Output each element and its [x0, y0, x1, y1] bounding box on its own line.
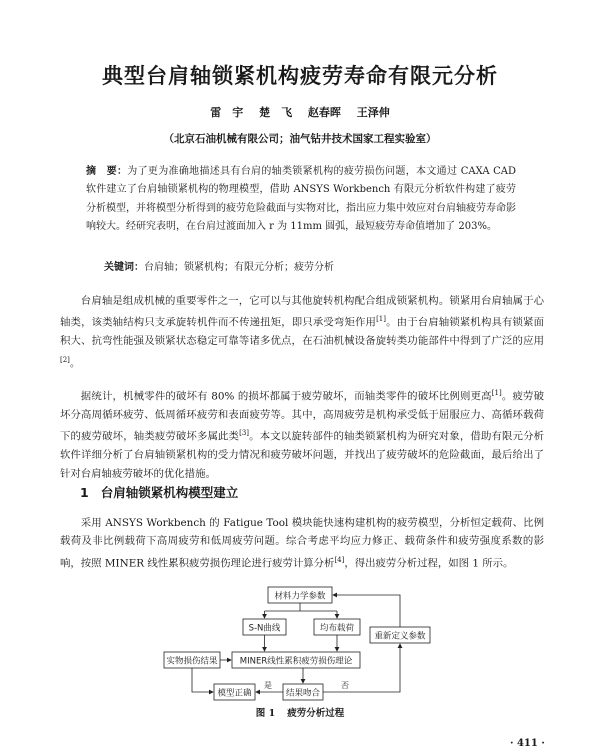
author-4: 王泽伸 — [356, 106, 390, 119]
box-material — [268, 587, 332, 603]
box-result-match — [283, 684, 323, 700]
abstract-text: 为了更为准确地描述具有台肩的轴类锁紧机构的疲劳损伤问题，本文通过 CAXA CAD 软件建立了台肩轴锁紧机构的物理模型，借助 ANSYS Workbench 有限元分析软件构建了疲劳分析模型，并将模型分析得到的疲劳危险截面与实物对比，指出应力集中效应对台肩轴疲劳寿命影响较大。经研究表明，在台肩过渡面加入 r 为 11mm 圆弧，最短疲劳寿命值增加了 203%。 — [86, 166, 517, 233]
box-match-label: 结果吻合 — [285, 688, 321, 699]
affiliation: （北京石油机械有限公司；油气钻井技术国家工程实验室） — [163, 133, 437, 145]
box-material-label: 材料力学参数 — [274, 591, 326, 602]
text-run: 。 — [69, 357, 81, 370]
box-miner — [232, 652, 360, 668]
text-run: 采用 ANSYS Workbench 的 Fatigue Tool 模块能快速构建机构的疲劳模型，分析恒定载荷、比例载荷及非比例载荷下高周疲劳和低周疲劳问题。综合考虑平均应力修正、载荷条件和疲劳强度系数的影响，按照 MINER 线性累积疲劳损伤理论进行疲劳计算分析 — [60, 517, 544, 570]
page-number: · 411 · — [510, 738, 545, 749]
flow-no-label: 否 — [341, 681, 349, 690]
author-3: 赵春晖 — [307, 106, 341, 119]
figure-number: 图 1 — [255, 708, 276, 719]
box-sn-label: S-N曲线 — [248, 623, 281, 634]
section-title: 台肩轴锁紧机构模型建立 — [100, 485, 239, 500]
figure-caption — [0, 705, 600, 719]
author-1: 雷 宇 — [210, 106, 244, 119]
box-redefine — [370, 627, 430, 643]
text-run: 。本文以旋转部件的轴类锁紧机构为研究对象，借助有限元分析软件详细分析了台肩轴锁紧机构的受力情况和疲劳破坏问题，并找出了疲劳破坏的危险截面，最后给出了针对台肩轴疲劳破坏的优化措施。 — [60, 430, 545, 480]
text-run: 。疲劳破坏分高周循环疲劳、低周循环疲劳和表面疲劳等。其中，高周疲劳是机构承受低于屈服应力、高循环载荷下的疲劳破坏，轴类疲劳破坏多属此类 — [60, 390, 545, 443]
box-test-result — [164, 652, 220, 668]
text-run: ，得出疲劳分析过程，如图 1 所示。 — [344, 557, 514, 570]
text-run: 据统计，机械零件的破坏有 80% 的损坏都属于疲劳破坏，而轴类零件的破坏比例则更高 — [80, 390, 492, 403]
box-test-label: 实物损伤结果 — [166, 656, 218, 667]
author-2: 楚 飞 — [259, 106, 293, 119]
paper-title: 典型台肩轴锁紧机构疲劳寿命有限元分析 — [102, 64, 498, 88]
text-run: 。由于台肩轴锁紧机构具有锁紧面积大、抗弯性能强及锁紧状态稳定可靠等诸多优点，在石油机械设备旋转类功能部件中得到了广泛的应用 — [60, 316, 545, 348]
box-load — [314, 619, 360, 635]
keywords-text: 台肩轴；锁紧机构；有限元分析；疲劳分析 — [144, 262, 334, 273]
box-miner-label: MINER线性累积疲劳损伤理论 — [239, 656, 353, 667]
citation: [1] — [376, 315, 386, 324]
box-model-correct — [214, 684, 255, 700]
box-sn-curve — [243, 619, 286, 635]
section-number: 1 — [80, 485, 89, 500]
citation: [3] — [239, 429, 250, 438]
flow-arrows — [192, 595, 400, 692]
text-run: 台肩轴是组成机械的重要零件之一，它可以与其他旋转机构配合组成锁紧机构。锁紧用台肩轴属于心轴类，该类轴结构只支承旋转机件而不传递扭矩，即只承受弯矩作用 — [60, 295, 544, 329]
box-redefine-label: 重新定义参数 — [374, 631, 426, 642]
box-correct-label: 模型正确 — [217, 688, 252, 699]
flow-yes-label: 是 — [264, 681, 272, 690]
box-load-label: 均布载荷 — [319, 623, 355, 634]
citation: [4] — [334, 555, 345, 564]
citation: [1] — [491, 389, 502, 397]
abstract-label: 摘 要： — [86, 166, 128, 177]
figure-caption-text: 疲劳分析过程 — [287, 708, 345, 719]
keywords-label: 关键词： — [104, 262, 144, 273]
citation: [2] — [60, 355, 70, 364]
